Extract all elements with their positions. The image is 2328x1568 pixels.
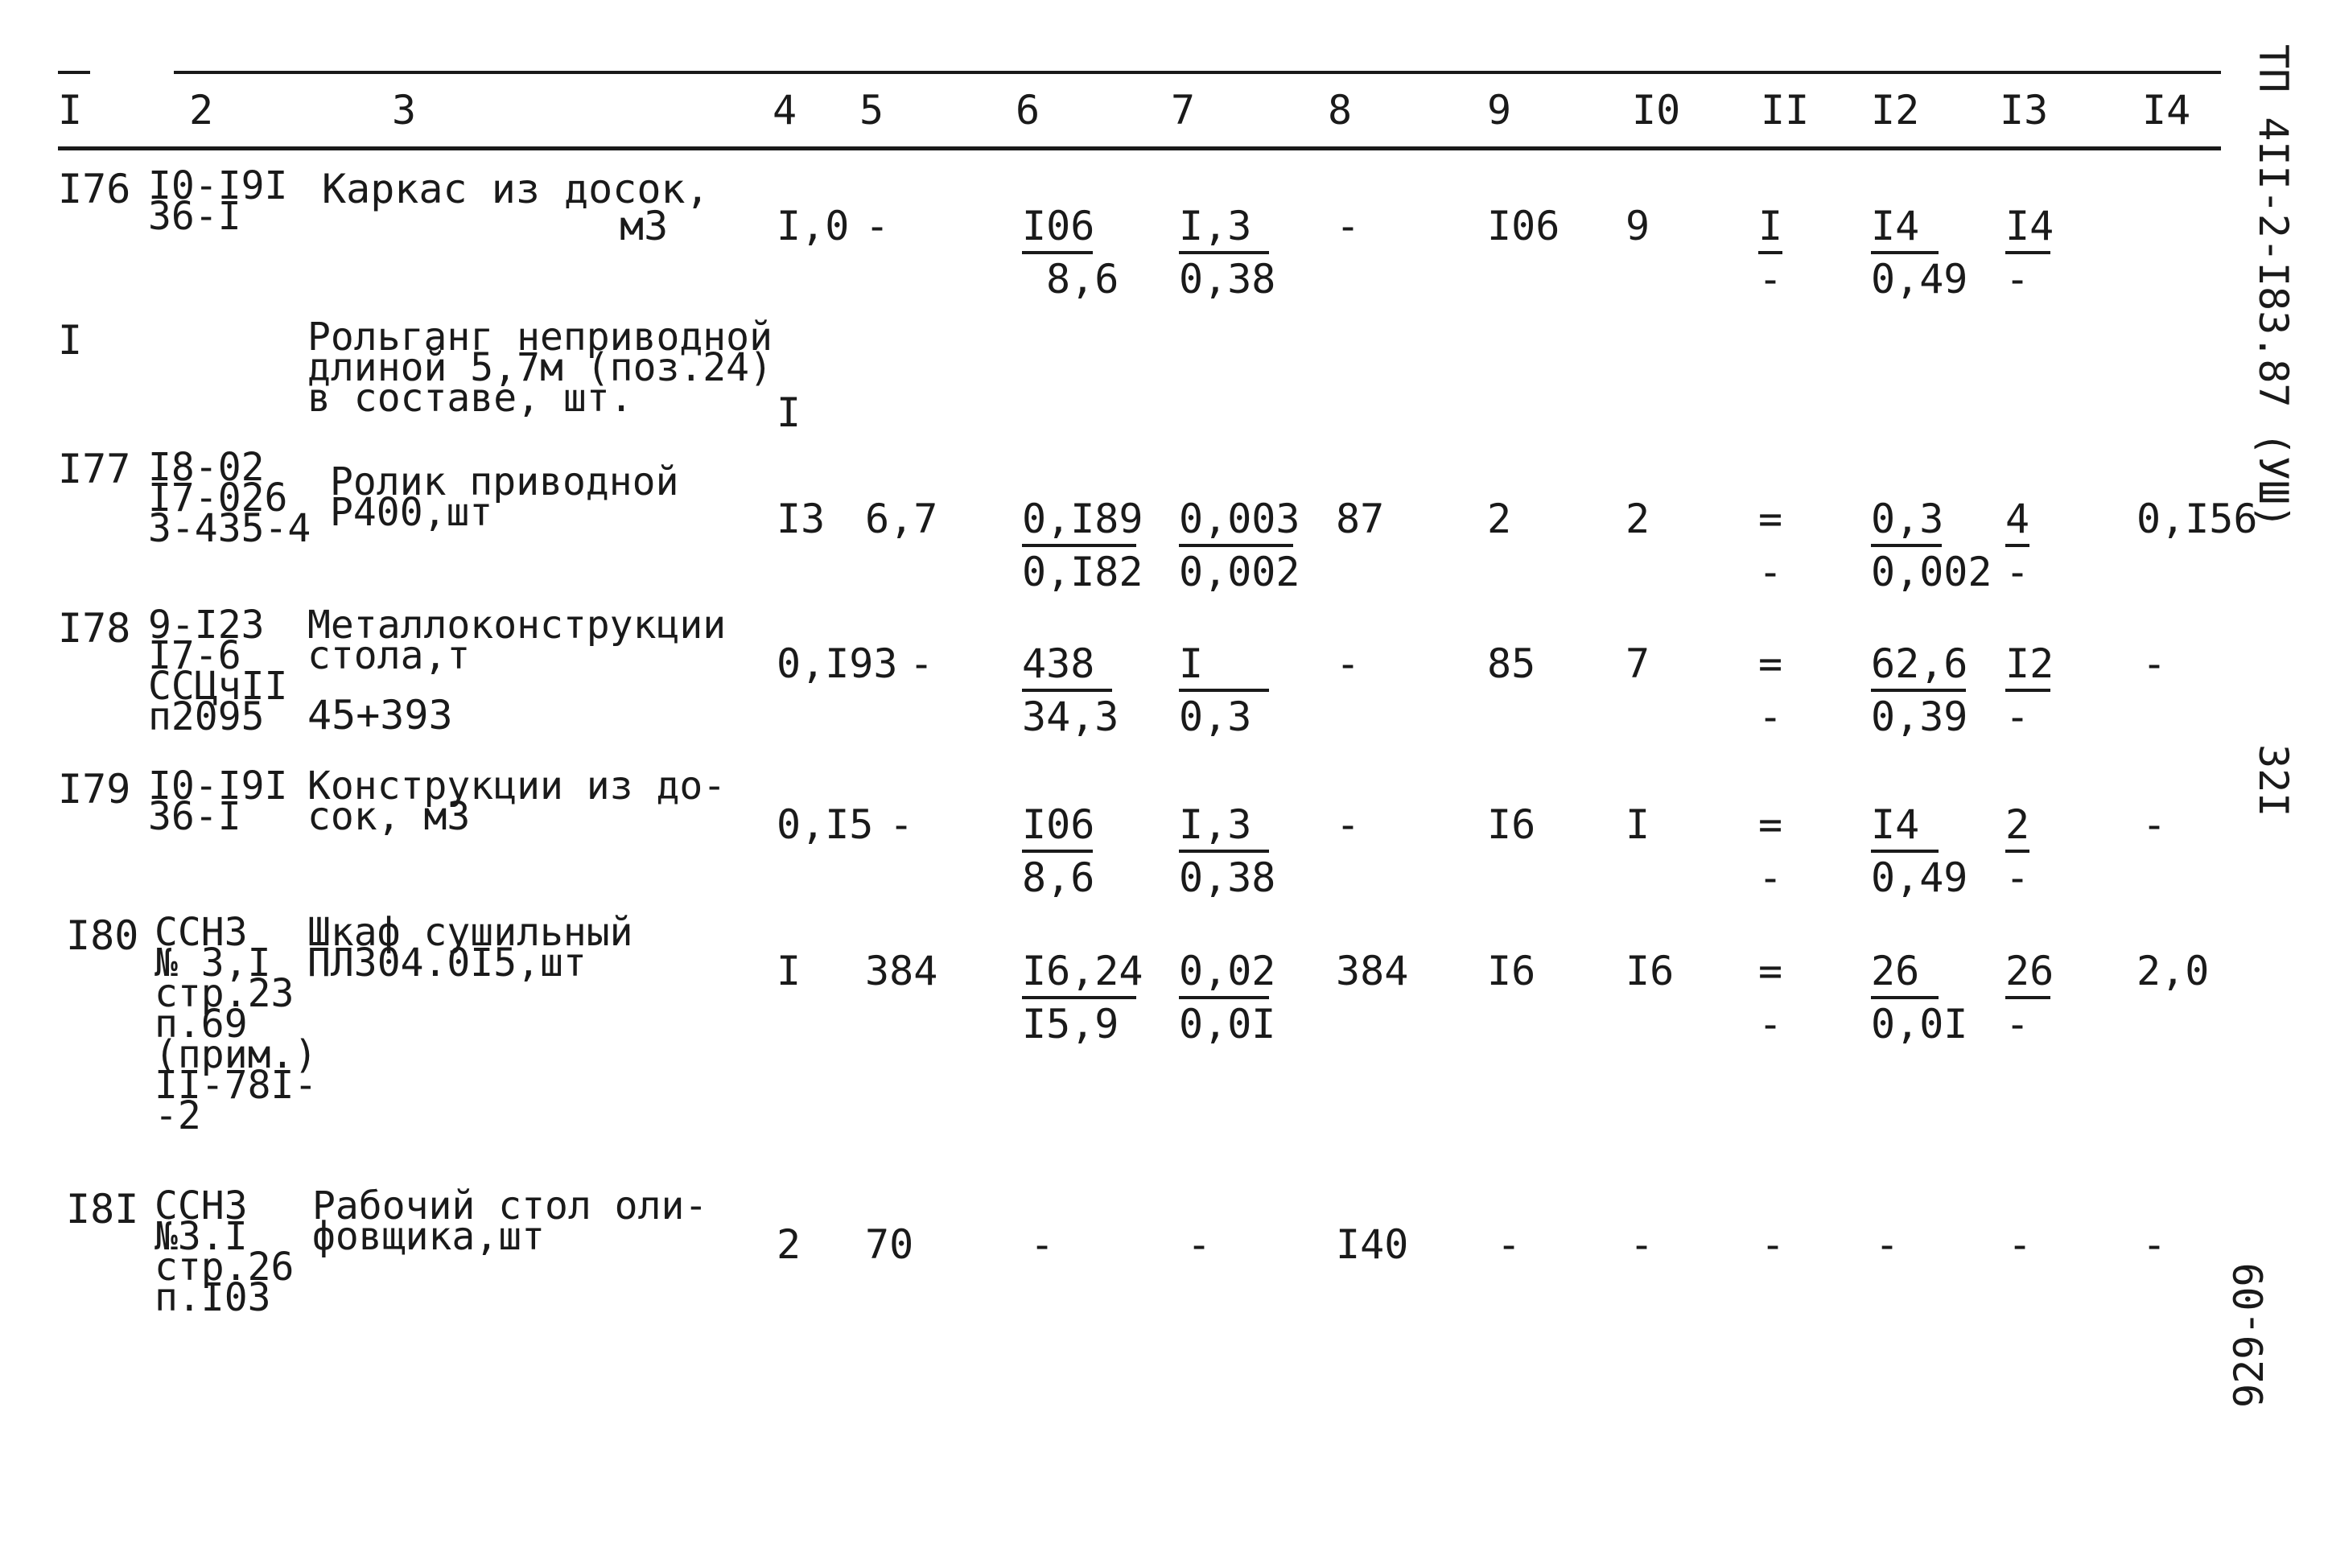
fraction-bar	[1179, 996, 1269, 999]
document-code: ТП 4II-2-I83.87 (УШ)	[2250, 44, 2297, 529]
cell-c5: 6,7	[865, 496, 938, 542]
norm-code: I0-I9I 36-I	[148, 163, 288, 239]
column-header: 4	[773, 87, 797, 134]
fraction-bar	[2005, 850, 2029, 853]
cell-c8: -	[1336, 801, 1361, 848]
fraction-bar	[1022, 996, 1136, 999]
column-header: 9	[1487, 87, 1512, 134]
fraction-numerator: 0,02	[1179, 948, 1276, 994]
fraction-bar	[1871, 689, 1966, 692]
cell-c4: I,0	[777, 203, 850, 249]
fraction-numerator: 2	[2005, 801, 2030, 848]
fraction-denominator: 0,39	[1871, 693, 1968, 740]
page-number: 32I	[2250, 744, 2297, 817]
fraction-denominator: 0,3	[1179, 693, 1252, 740]
norm-code: I0-I9I 36-I	[148, 763, 288, 839]
item-note: 45+393	[307, 692, 453, 739]
row-number: I76	[58, 166, 131, 212]
cell-c5: -	[865, 203, 890, 249]
cell-c14: 2,0	[2136, 948, 2210, 994]
fraction-numerator: I4	[2005, 203, 2054, 249]
fraction-denominator: 0,49	[1871, 256, 1968, 302]
cell-c4: 0,I93	[777, 640, 898, 687]
column-header: I	[58, 87, 83, 134]
fraction-bar	[1179, 689, 1269, 692]
fraction-denominator: 34,3	[1022, 693, 1119, 740]
item-name: Каркас из досок,	[322, 166, 710, 212]
fraction-numerator: =	[1758, 801, 1783, 848]
cell-c12: -	[1875, 1221, 1900, 1268]
cell-c14: -	[2142, 640, 2167, 687]
fraction-numerator: I2	[2005, 640, 2054, 687]
cell-c5: 70	[865, 1221, 914, 1268]
cell-c4: 2	[777, 1221, 801, 1268]
row-number: I8I	[66, 1186, 139, 1233]
item-name: Рабочий стол оли- фовщика,шт	[312, 1183, 708, 1259]
fraction-bar	[1022, 544, 1136, 547]
fraction-denominator: I5,9	[1022, 1001, 1119, 1047]
fraction-bar	[1758, 251, 1782, 254]
fraction-numerator: I	[1758, 203, 1783, 249]
fraction-numerator: 26	[2005, 948, 2054, 994]
norm-code: I8-02 I7-026 3-435-4	[148, 445, 311, 551]
fraction-denominator: -	[1758, 549, 1783, 595]
cell-c14: -	[2142, 1221, 2167, 1268]
cell-c9: 2	[1487, 496, 1512, 542]
fraction-bar	[2005, 996, 2050, 999]
fraction-numerator: 4	[2005, 496, 2030, 542]
fraction-denominator: 0,38	[1179, 256, 1276, 302]
fraction-denominator: 0,I82	[1022, 549, 1143, 595]
fraction-bar	[2005, 544, 2029, 547]
header-bottom-rule	[58, 146, 2221, 150]
cell-c5: -	[889, 801, 914, 848]
cell-c13: -	[2008, 1221, 2033, 1268]
fraction-denominator: -	[2005, 1001, 2030, 1047]
row-number: I78	[58, 605, 131, 652]
cell-c8: 87	[1336, 496, 1385, 542]
column-header: I0	[1632, 87, 1681, 134]
fraction-bar	[1871, 251, 1939, 254]
fraction-numerator: 62,6	[1871, 640, 1968, 687]
fraction-denominator: -	[1758, 256, 1783, 302]
norm-code: ССН3 № 3,I стр.23 п.69 (прим.) II-78I- -2	[155, 910, 318, 1138]
item-name: Металлоконструкции стола,т	[307, 603, 727, 678]
top-rule	[174, 71, 2221, 74]
fraction-denominator: -	[2005, 693, 2030, 740]
row-number: I77	[58, 446, 131, 492]
fraction-bar	[1022, 251, 1093, 254]
norm-code: ССН3 №3.I стр.26 п.I03	[155, 1183, 295, 1320]
cell-c4: 0,I5	[777, 801, 874, 848]
row-number: I	[58, 317, 83, 364]
fraction-bar	[1871, 544, 1942, 547]
fraction-bar	[1179, 544, 1293, 547]
item-name: Рольганг неприводной длиной 5,7м (поз.24) в составе, шт.	[307, 315, 773, 421]
fraction-numerator: I,3	[1179, 203, 1252, 249]
item-name: Конструкции из до- сок, м3	[307, 763, 727, 839]
cell-c11: -	[1761, 1221, 1786, 1268]
cell-c8: 384	[1336, 948, 1409, 994]
cell-c10: I	[1625, 801, 1650, 848]
fraction-bar	[2005, 251, 2050, 254]
fraction-denominator: -	[1758, 854, 1783, 901]
cell-c9: -	[1497, 1221, 1522, 1268]
fraction-numerator: =	[1758, 640, 1783, 687]
row-number: I79	[58, 766, 131, 813]
fraction-denominator: 0,002	[1179, 549, 1300, 595]
column-header: 2	[189, 87, 214, 134]
fraction-denominator: 0,49	[1871, 854, 1968, 901]
cell-c14: 0,I56	[2136, 496, 2258, 542]
fraction-denominator: 0,38	[1179, 854, 1276, 901]
item-name: Шкаф сушильный ПЛ304.0I5,шт	[307, 910, 633, 986]
column-header: 7	[1171, 87, 1196, 134]
cell-c10: 9	[1625, 203, 1650, 249]
item-name: Ролик приводной Р400,шт	[330, 459, 679, 535]
cell-c8: -	[1336, 203, 1361, 249]
column-header: 3	[392, 87, 417, 134]
cell-c7: -	[1187, 1221, 1212, 1268]
fraction-bar	[1179, 850, 1269, 853]
fraction-denominator: 0,0I	[1179, 1001, 1276, 1047]
item-unit: м3	[620, 203, 669, 249]
fraction-bar	[1179, 251, 1269, 254]
cell-c6: -	[1030, 1221, 1055, 1268]
cell-c4: I	[777, 389, 801, 436]
cell-c10: -	[1630, 1221, 1654, 1268]
fraction-numerator: =	[1758, 496, 1783, 542]
fraction-numerator: 0,003	[1179, 496, 1300, 542]
column-header: 8	[1328, 87, 1353, 134]
fraction-denominator: 0,0I	[1871, 1001, 1968, 1047]
cell-c9: I6	[1487, 948, 1536, 994]
column-header: I2	[1871, 87, 1920, 134]
fraction-numerator: I4	[1871, 203, 1920, 249]
cell-c9: 85	[1487, 640, 1536, 687]
bottom-code: 929-09	[2226, 1262, 2272, 1408]
row-number: I80	[66, 912, 139, 959]
cell-c10: 2	[1625, 496, 1650, 542]
cell-c8: I40	[1336, 1221, 1409, 1268]
cell-c5: -	[909, 640, 934, 687]
column-header: 5	[859, 87, 884, 134]
cell-c14: -	[2142, 801, 2167, 848]
fraction-bar	[1022, 850, 1093, 853]
fraction-numerator: I4	[1871, 801, 1920, 848]
fraction-denominator: -	[1758, 1001, 1783, 1047]
fraction-numerator: I06	[1022, 203, 1095, 249]
cell-c5: 384	[865, 948, 938, 994]
column-header: II	[1761, 87, 1810, 134]
fraction-numerator: =	[1758, 948, 1783, 994]
fraction-denominator: -	[2005, 854, 2030, 901]
fraction-denominator: -	[2005, 256, 2030, 302]
fraction-denominator: 8,6	[1022, 854, 1095, 901]
fraction-numerator: 438	[1022, 640, 1095, 687]
fraction-denominator: -	[1758, 693, 1783, 740]
fraction-denominator: -	[2005, 549, 2030, 595]
column-header: I3	[2000, 87, 2049, 134]
cell-c4: I	[777, 948, 801, 994]
column-header: 6	[1016, 87, 1040, 134]
fraction-numerator: 0,I89	[1022, 496, 1143, 542]
fraction-bar	[2005, 689, 2050, 692]
fraction-numerator: I,3	[1179, 801, 1252, 848]
fraction-numerator: I	[1179, 640, 1204, 687]
fraction-bar	[1871, 996, 1939, 999]
fraction-numerator: 26	[1871, 948, 1920, 994]
cell-c8: -	[1336, 640, 1361, 687]
cell-c4: I3	[777, 496, 826, 542]
norm-code: 9-I23 I7-6 ССЦчII п2095	[148, 603, 288, 739]
cell-c9: I6	[1487, 801, 1536, 848]
cell-c9: I06	[1487, 203, 1560, 249]
column-header: I4	[2142, 87, 2191, 134]
fraction-numerator: I6,24	[1022, 948, 1143, 994]
top-rule-short	[58, 71, 90, 74]
fraction-bar	[1022, 689, 1112, 692]
fraction-numerator: I06	[1022, 801, 1095, 848]
fraction-bar	[1871, 850, 1939, 853]
fraction-denominator: 8,6	[1046, 256, 1119, 302]
cell-c10: I6	[1625, 948, 1675, 994]
fraction-numerator: 0,3	[1871, 496, 1944, 542]
fraction-denominator: 0,002	[1871, 549, 1992, 595]
cell-c10: 7	[1625, 640, 1650, 687]
